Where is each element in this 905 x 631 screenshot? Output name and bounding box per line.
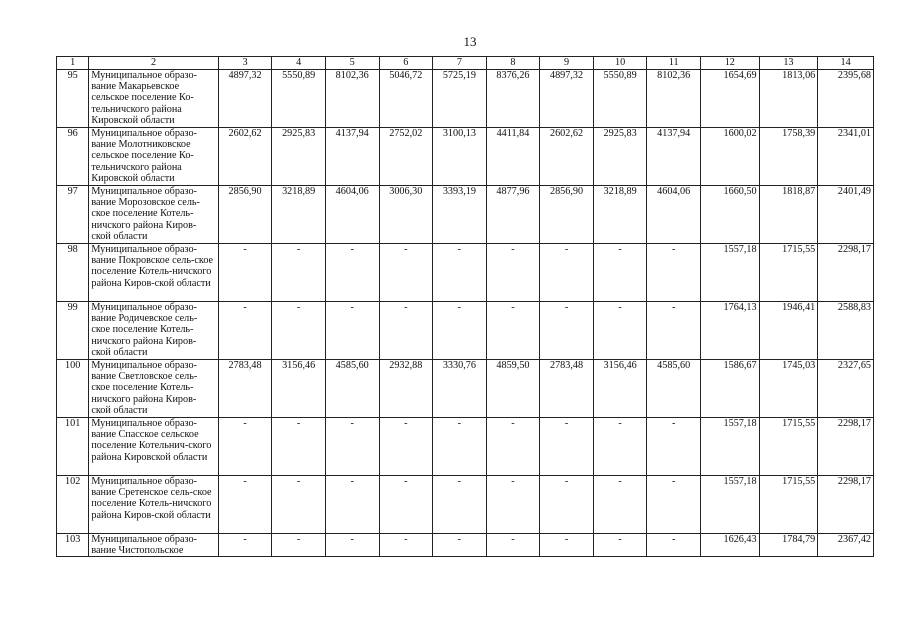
value-cell: 5725,19 (433, 70, 487, 128)
value-cell: 3156,46 (272, 360, 326, 418)
value-cell: 8102,36 (325, 70, 379, 128)
value-cell: 1764,13 (700, 302, 759, 360)
value-cell: - (272, 244, 326, 302)
value-cell: 1715,55 (759, 476, 818, 534)
value-cell: - (486, 244, 540, 302)
value-cell: 2602,62 (218, 128, 272, 186)
value-cell: 3330,76 (433, 360, 487, 418)
column-header: 9 (540, 57, 594, 70)
value-cell: - (486, 476, 540, 534)
value-cell: - (272, 418, 326, 476)
municipality-name: Муниципальное образо-вание Спасское сельское поселение Котельнич-ского района Кировской области (89, 418, 218, 476)
table-row (57, 360, 874, 418)
value-cell: 1758,39 (759, 128, 818, 186)
row-number: 99 (57, 302, 89, 360)
value-cell: - (325, 534, 379, 557)
value-cell: - (593, 534, 647, 557)
value-cell: 2925,83 (593, 128, 647, 186)
value-cell: - (433, 418, 487, 476)
value-cell: 4897,32 (540, 70, 594, 128)
table-row (57, 244, 874, 302)
table-row (57, 418, 874, 476)
value-cell: - (593, 476, 647, 534)
value-cell: 2932,88 (379, 360, 433, 418)
value-cell: - (218, 418, 272, 476)
value-cell: - (540, 476, 594, 534)
value-cell: 1818,87 (759, 186, 818, 244)
municipality-name: Муниципальное образо-вание Родичевское сель-ское поселение Котель-ничского района Киров-ской области (89, 302, 218, 360)
value-cell: 5046,72 (379, 70, 433, 128)
municipality-name: Муниципальное образо-вание Светловское сель-ское поселение Котель-ничского района Киров-ской области (89, 360, 218, 418)
value-cell: - (218, 476, 272, 534)
table-row (57, 476, 874, 534)
value-cell: - (433, 244, 487, 302)
value-cell: 4859,50 (486, 360, 540, 418)
value-cell: 1626,43 (700, 534, 759, 557)
value-cell: 4604,06 (325, 186, 379, 244)
value-cell: 1654,69 (700, 70, 759, 128)
row-number: 103 (57, 534, 89, 557)
value-cell: - (379, 534, 433, 557)
value-cell: 1715,55 (759, 244, 818, 302)
value-cell: 2298,17 (818, 476, 874, 534)
municipality-name: Муниципальное образо-вание Морозовское сель-ское поселение Котель-ничского района Киров-ской области (89, 186, 218, 244)
value-cell: 2783,48 (540, 360, 594, 418)
value-cell: - (218, 244, 272, 302)
value-cell: - (433, 476, 487, 534)
value-cell: 3100,13 (433, 128, 487, 186)
value-cell: - (593, 302, 647, 360)
value-cell: 1557,18 (700, 244, 759, 302)
value-cell: - (647, 302, 701, 360)
value-cell: 1557,18 (700, 418, 759, 476)
municipality-name: Муниципальное образо-вание Покровское сель-ское поселение Котель-ничского района Киров-ской области (89, 244, 218, 302)
value-cell: 2856,90 (218, 186, 272, 244)
value-cell: 2752,02 (379, 128, 433, 186)
municipality-name: Муниципальное образо-вание Сретенское сель-ское поселение Котель-ничского района Киров-ской области (89, 476, 218, 534)
value-cell: 2602,62 (540, 128, 594, 186)
table-row (57, 302, 874, 360)
value-cell: - (325, 476, 379, 534)
value-cell: 2925,83 (272, 128, 326, 186)
value-cell: 4604,06 (647, 186, 701, 244)
value-cell: - (593, 418, 647, 476)
value-cell: 2588,83 (818, 302, 874, 360)
value-cell: - (433, 534, 487, 557)
value-cell: 1586,67 (700, 360, 759, 418)
column-header: 10 (593, 57, 647, 70)
value-cell: - (540, 302, 594, 360)
value-cell: 3006,30 (379, 186, 433, 244)
value-cell: 3218,89 (272, 186, 326, 244)
value-cell: 1946,41 (759, 302, 818, 360)
table-row (57, 534, 874, 557)
value-cell: 2783,48 (218, 360, 272, 418)
value-cell: - (379, 244, 433, 302)
value-cell: - (379, 476, 433, 534)
value-cell: 5550,89 (593, 70, 647, 128)
value-cell: 2856,90 (540, 186, 594, 244)
value-cell: - (272, 534, 326, 557)
value-cell: - (593, 244, 647, 302)
tariff-table (56, 56, 874, 557)
value-cell: 3156,46 (593, 360, 647, 418)
value-cell: - (379, 302, 433, 360)
value-cell: - (486, 302, 540, 360)
row-number: 98 (57, 244, 89, 302)
value-cell: - (272, 302, 326, 360)
row-number: 96 (57, 128, 89, 186)
value-cell: 1660,50 (700, 186, 759, 244)
value-cell: 2327,65 (818, 360, 874, 418)
value-cell: 2341,01 (818, 128, 874, 186)
value-cell: 2395,68 (818, 70, 874, 128)
row-number: 101 (57, 418, 89, 476)
table-row (57, 186, 874, 244)
value-cell: - (540, 244, 594, 302)
column-header: 13 (759, 57, 818, 70)
column-header: 8 (486, 57, 540, 70)
table-row (57, 70, 874, 128)
value-cell: - (486, 418, 540, 476)
value-cell: 4411,84 (486, 128, 540, 186)
value-cell: 4137,94 (647, 128, 701, 186)
row-number: 97 (57, 186, 89, 244)
column-header: 1 (57, 57, 89, 70)
value-cell: - (325, 244, 379, 302)
value-cell: 1813,06 (759, 70, 818, 128)
column-header: 12 (700, 57, 759, 70)
column-header: 11 (647, 57, 701, 70)
column-header: 3 (218, 57, 272, 70)
value-cell: 4585,60 (325, 360, 379, 418)
value-cell: 1715,55 (759, 418, 818, 476)
value-cell: - (218, 534, 272, 557)
value-cell: 3218,89 (593, 186, 647, 244)
table-row (57, 128, 874, 186)
value-cell: 1784,79 (759, 534, 818, 557)
value-cell: 4585,60 (647, 360, 701, 418)
value-cell: 3393,19 (433, 186, 487, 244)
value-cell: 2367,42 (818, 534, 874, 557)
value-cell: - (647, 244, 701, 302)
value-cell: - (540, 418, 594, 476)
value-cell: 2298,17 (818, 244, 874, 302)
value-cell: 8376,26 (486, 70, 540, 128)
value-cell: - (325, 302, 379, 360)
value-cell: - (272, 476, 326, 534)
value-cell: - (433, 302, 487, 360)
value-cell: 4137,94 (325, 128, 379, 186)
value-cell: 4897,32 (218, 70, 272, 128)
value-cell: 5550,89 (272, 70, 326, 128)
value-cell: - (325, 418, 379, 476)
value-cell: 2298,17 (818, 418, 874, 476)
row-number: 100 (57, 360, 89, 418)
municipality-name: Муниципальное образо-вание Чистопольское (89, 534, 218, 557)
value-cell: - (540, 534, 594, 557)
column-header: 6 (379, 57, 433, 70)
row-number: 95 (57, 70, 89, 128)
table-header-row (57, 57, 874, 70)
column-header: 4 (272, 57, 326, 70)
column-header: 14 (818, 57, 874, 70)
value-cell: - (218, 302, 272, 360)
value-cell: 1557,18 (700, 476, 759, 534)
value-cell: - (379, 418, 433, 476)
column-header: 2 (89, 57, 218, 70)
municipality-name: Муниципальное образо-вание Макарьевское сельское поселение Ко-тельничского района Кировской области (89, 70, 218, 128)
value-cell: 1745,03 (759, 360, 818, 418)
value-cell: 1600,02 (700, 128, 759, 186)
row-number: 102 (57, 476, 89, 534)
value-cell: 2401,49 (818, 186, 874, 244)
value-cell: - (647, 476, 701, 534)
value-cell: - (647, 418, 701, 476)
column-header: 7 (433, 57, 487, 70)
page-number: 13 (463, 34, 477, 49)
value-cell: - (486, 534, 540, 557)
column-header: 5 (325, 57, 379, 70)
value-cell: 8102,36 (647, 70, 701, 128)
value-cell: - (647, 534, 701, 557)
municipality-name: Муниципальное образо-вание Молотниковское сельское поселение Ко-тельничского района Кировской области (89, 128, 218, 186)
value-cell: 4877,96 (486, 186, 540, 244)
